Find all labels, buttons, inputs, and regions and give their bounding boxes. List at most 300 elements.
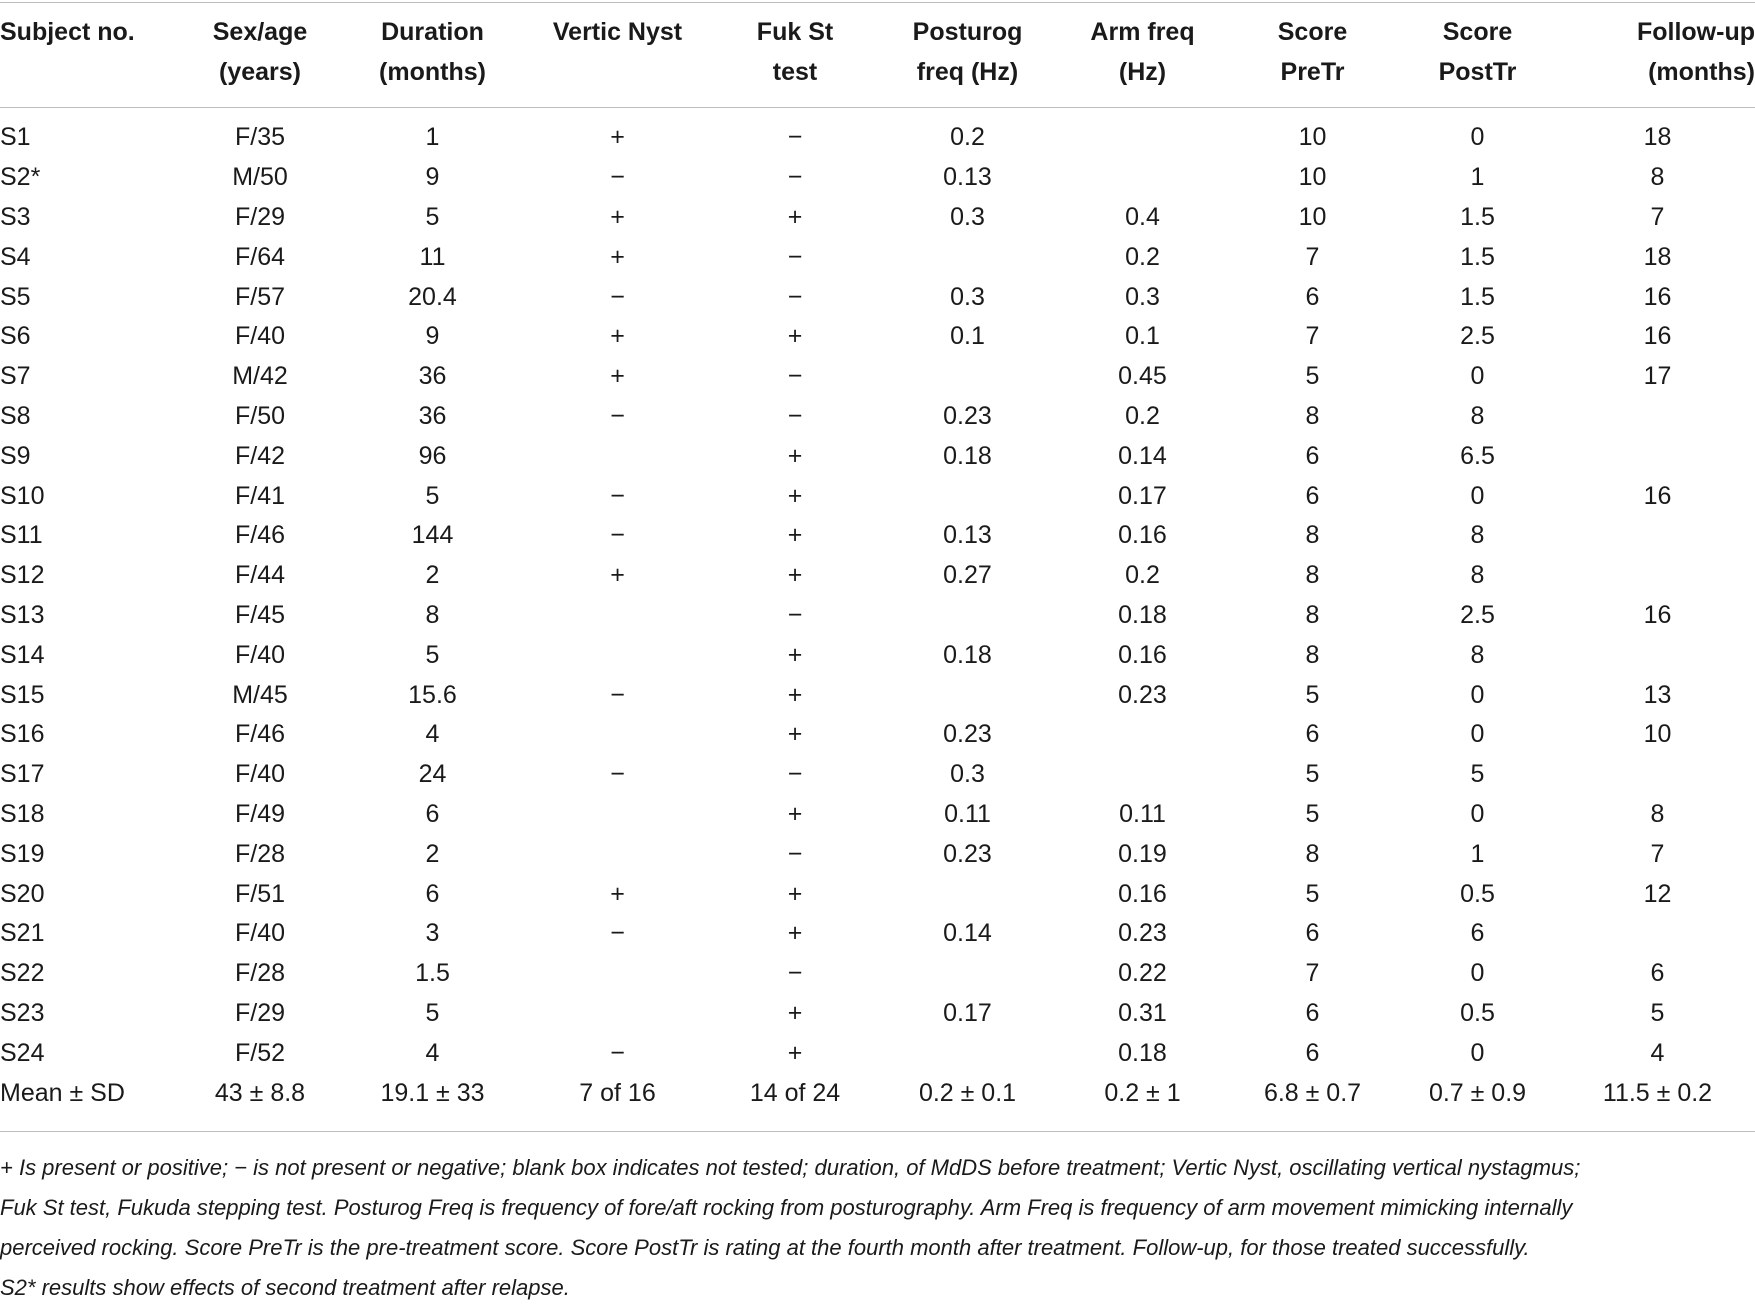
column-header-subject <box>0 0 180 108</box>
cell-fuk-st-test: − <box>787 401 803 430</box>
cell-posturog-freq: 0.14 <box>943 919 992 948</box>
cell-fuk-st-test: − <box>787 362 803 391</box>
cell-duration: 144 <box>411 521 454 550</box>
cell-score-posttr: 0 <box>1470 720 1485 749</box>
cell-score-pretr: 6 <box>1305 481 1320 510</box>
cell-fuk-st-test: + <box>787 481 803 510</box>
cell-sex-age: F/51 <box>234 879 286 908</box>
cell-fuk-st-test: + <box>787 202 803 231</box>
cell-duration: 5 <box>425 640 440 669</box>
cell-posturog-freq <box>880 1033 1055 1073</box>
cell-arm-freq <box>1055 158 1230 198</box>
cell-duration: 4 <box>425 720 440 749</box>
cell-follow-up: 7 <box>1650 202 1665 231</box>
cell-posturog-freq <box>880 596 1055 636</box>
cell-follow-up: 16 <box>1643 481 1672 510</box>
column-header-line: Arm freq <box>1090 18 1195 46</box>
cell-sex-age: F/28 <box>234 839 286 868</box>
cell-posturog-freq: 0.3 <box>950 202 985 231</box>
cell-score-posttr: 8 <box>1470 640 1485 669</box>
cell-duration: 1 <box>425 123 440 152</box>
cell-vertic-nyst: 7 of 16 <box>579 1078 656 1107</box>
cell-duration: 9 <box>425 322 440 351</box>
table-row <box>0 755 1755 795</box>
cell-sex-age: M/50 <box>232 163 288 192</box>
cell-fuk-st-test: + <box>787 680 803 709</box>
cell-score-posttr: 0.5 <box>1460 998 1495 1027</box>
cell-subject: S17 <box>0 760 45 789</box>
cell-vertic-nyst <box>525 436 710 476</box>
cell-arm-freq: 0.4 <box>1125 202 1160 231</box>
cell-subject: S22 <box>0 959 45 988</box>
cell-follow-up <box>1560 397 1755 437</box>
cell-arm-freq: 0.2 ± 1 <box>1104 1078 1181 1107</box>
cell-posturog-freq: 0.27 <box>943 561 992 590</box>
cell-score-pretr: 5 <box>1305 680 1320 709</box>
cell-sex-age: F/64 <box>234 242 286 271</box>
cell-subject: S24 <box>0 1038 45 1067</box>
cell-duration: 11 <box>419 242 446 271</box>
cell-fuk-st-test: − <box>787 600 803 629</box>
cell-score-posttr: 8 <box>1470 521 1485 550</box>
table-row <box>0 1033 1755 1073</box>
cell-arm-freq: 0.2 <box>1125 242 1160 271</box>
cell-duration: 96 <box>418 441 447 470</box>
cell-fuk-st-test: + <box>787 879 803 908</box>
cell-posturog-freq: 0.3 <box>950 760 985 789</box>
cell-score-posttr: 8 <box>1470 561 1485 590</box>
cell-score-pretr: 10 <box>1298 123 1327 152</box>
cell-score-posttr: 0 <box>1470 959 1485 988</box>
cell-score-pretr: 8 <box>1305 839 1320 868</box>
table-row <box>0 994 1755 1034</box>
cell-fuk-st-test: + <box>787 1038 803 1067</box>
column-header-line: test <box>772 58 818 86</box>
header-row <box>0 0 1755 108</box>
cell-follow-up: 16 <box>1643 600 1672 629</box>
cell-sex-age: F/35 <box>234 123 286 152</box>
cell-subject: S11 <box>0 521 43 550</box>
cell-vertic-nyst: − <box>610 919 625 948</box>
column-header-line: PreTr <box>1280 58 1345 86</box>
cell-sex-age: F/40 <box>234 919 286 948</box>
cell-sex-age: F/40 <box>234 322 286 351</box>
cell-subject: S6 <box>0 322 31 351</box>
table-row <box>0 556 1755 596</box>
footnote-line-4: S2* results show effects of second treatment after relapse. <box>0 1275 570 1300</box>
cell-score-posttr: 0.5 <box>1460 879 1495 908</box>
cell-vertic-nyst: − <box>610 1038 625 1067</box>
cell-fuk-st-test: − <box>787 282 803 311</box>
cell-score-posttr: 8 <box>1470 401 1485 430</box>
cell-fuk-st-test: + <box>787 561 803 590</box>
cell-sex-age: F/40 <box>234 640 286 669</box>
cell-subject: S1 <box>0 123 31 152</box>
table-header <box>0 0 1755 108</box>
column-header-line: Score <box>1442 18 1513 46</box>
cell-score-pretr: 6 <box>1305 720 1320 749</box>
cell-vertic-nyst: + <box>610 322 625 351</box>
cell-posturog-freq: 0.3 <box>950 282 985 311</box>
cell-sex-age: F/40 <box>234 760 286 789</box>
column-header-line: (Hz) <box>1118 58 1167 86</box>
cell-subject: S8 <box>0 401 31 430</box>
cell-posturog-freq <box>880 675 1055 715</box>
cell-score-posttr: 5 <box>1470 760 1485 789</box>
cell-score-posttr: 0 <box>1470 362 1485 391</box>
cell-duration: 20.4 <box>408 282 457 311</box>
cell-follow-up: 7 <box>1650 839 1665 868</box>
column-header-line: Score <box>1277 18 1348 46</box>
cell-score-pretr: 5 <box>1305 760 1320 789</box>
cell-vertic-nyst: + <box>610 242 625 271</box>
cell-score-posttr: 1 <box>1470 163 1485 192</box>
table-row <box>0 675 1755 715</box>
footnote-line-3: perceived rocking. Score PreTr is the pre-treatment score. Score PostTr is rating at the fourth month after treatment. Follow-up, for those treated successfully. <box>0 1235 1530 1260</box>
column-header-vertic-nyst <box>525 0 710 108</box>
cell-arm-freq <box>1055 108 1230 158</box>
cell-vertic-nyst: − <box>610 282 625 311</box>
cell-subject: S15 <box>0 680 45 709</box>
cell-duration: 3 <box>425 919 440 948</box>
column-header-line: Subject no. <box>0 18 135 46</box>
cell-score-pretr: 6 <box>1305 441 1320 470</box>
cell-score-posttr: 0 <box>1470 1038 1485 1067</box>
footnote-line-2: Fuk St test, Fukuda stepping test. Posturog Freq is frequency of fore/aft rocking from posturography. Arm Freq is frequency of arm movement mimicking internally <box>0 1195 1573 1220</box>
cell-sex-age: F/41 <box>234 481 286 510</box>
cell-follow-up: 8 <box>1650 163 1665 192</box>
cell-follow-up <box>1560 516 1755 556</box>
cell-duration: 2 <box>425 839 440 868</box>
cell-score-posttr: 1.5 <box>1460 282 1495 311</box>
cell-vertic-nyst <box>525 994 710 1034</box>
cell-duration: 9 <box>425 163 440 192</box>
table-row <box>0 715 1755 755</box>
table-row <box>0 476 1755 516</box>
column-header-line: Fuk St <box>756 18 834 46</box>
cell-sex-age: F/50 <box>234 401 286 430</box>
cell-follow-up: 4 <box>1650 1038 1665 1067</box>
cell-duration: 36 <box>418 362 447 391</box>
summary-row <box>0 1073 1755 1113</box>
cell-sex-age: F/52 <box>234 1038 286 1067</box>
table-row <box>0 834 1755 874</box>
cell-posturog-freq: 0.1 <box>950 322 985 351</box>
cell-sex-age: 43 ± 8.8 <box>214 1078 306 1107</box>
cell-follow-up: 12 <box>1643 879 1672 908</box>
cell-vertic-nyst <box>525 954 710 994</box>
cell-posturog-freq: 0.23 <box>943 401 992 430</box>
cell-score-posttr: 1.5 <box>1460 242 1495 271</box>
cell-vertic-nyst: + <box>610 879 625 908</box>
cell-follow-up: 6 <box>1650 959 1665 988</box>
cell-subject: S21 <box>0 919 45 948</box>
table-row <box>0 436 1755 476</box>
cell-vertic-nyst: + <box>610 123 625 152</box>
cell-arm-freq: 0.16 <box>1118 879 1167 908</box>
cell-subject: Mean ± SD <box>0 1078 125 1107</box>
table-row <box>0 357 1755 397</box>
table-footnote <box>0 1148 1755 1308</box>
cell-score-pretr: 8 <box>1305 561 1320 590</box>
cell-duration: 15.6 <box>408 680 457 709</box>
cell-score-posttr: 6.5 <box>1460 441 1495 470</box>
cell-subject: S18 <box>0 799 45 828</box>
column-header-sex-age <box>180 0 340 108</box>
cell-follow-up: 8 <box>1650 799 1665 828</box>
cell-fuk-st-test: + <box>787 720 803 749</box>
cell-score-pretr: 6 <box>1305 919 1320 948</box>
table-row <box>0 516 1755 556</box>
column-header-score-posttr <box>1395 0 1560 108</box>
cell-score-pretr: 6 <box>1305 1038 1320 1067</box>
cell-sex-age: F/29 <box>234 202 286 231</box>
column-header-line: (months) <box>1648 58 1755 86</box>
cell-arm-freq: 0.2 <box>1125 401 1160 430</box>
column-header-line: Sex/age <box>212 18 308 46</box>
cell-sex-age: F/29 <box>234 998 286 1027</box>
cell-posturog-freq: 0.11 <box>944 799 991 828</box>
cell-subject: S10 <box>0 481 45 510</box>
cell-follow-up: 16 <box>1643 282 1672 311</box>
cell-subject: S16 <box>0 720 45 749</box>
cell-follow-up: 13 <box>1643 680 1672 709</box>
cell-score-posttr: 2.5 <box>1460 322 1495 351</box>
cell-follow-up: 16 <box>1643 322 1672 351</box>
cell-subject: S5 <box>0 282 31 311</box>
cell-arm-freq: 0.1 <box>1125 322 1160 351</box>
cell-vertic-nyst: − <box>610 163 625 192</box>
cell-score-pretr: 10 <box>1298 202 1327 231</box>
footnote-line-1: + Is present or positive; − is not present or negative; blank box indicates not tested; duration, of MdDS before treatment; Vertic Nyst, oscillating vertical nystagmus; <box>0 1155 1581 1180</box>
cell-arm-freq: 0.18 <box>1118 600 1167 629</box>
table-row <box>0 596 1755 636</box>
column-header-line: Vertic Nyst <box>552 18 683 46</box>
cell-score-pretr: 5 <box>1305 799 1320 828</box>
cell-score-pretr: 6 <box>1305 282 1320 311</box>
cell-posturog-freq: 0.2 ± 0.1 <box>918 1078 1017 1107</box>
cell-fuk-st-test: + <box>787 640 803 669</box>
cell-duration: 2 <box>425 561 440 590</box>
cell-score-posttr: 0.7 ± 0.9 <box>1428 1078 1527 1107</box>
cell-fuk-st-test: − <box>787 242 803 271</box>
cell-posturog-freq: 0.17 <box>943 998 992 1027</box>
cell-follow-up: 17 <box>1643 362 1672 391</box>
cell-vertic-nyst <box>525 715 710 755</box>
cell-sex-age: F/46 <box>234 720 286 749</box>
cell-score-pretr: 7 <box>1305 322 1320 351</box>
cell-duration: 5 <box>425 481 440 510</box>
cell-fuk-st-test: + <box>787 998 803 1027</box>
cell-score-pretr: 8 <box>1305 640 1320 669</box>
cell-vertic-nyst <box>525 635 710 675</box>
cell-follow-up <box>1560 914 1755 954</box>
cell-score-posttr: 0 <box>1470 799 1485 828</box>
cell-fuk-st-test: − <box>787 959 803 988</box>
cell-score-pretr: 5 <box>1305 362 1320 391</box>
cell-duration: 5 <box>425 998 440 1027</box>
cell-follow-up <box>1560 635 1755 675</box>
cell-arm-freq: 0.22 <box>1118 959 1167 988</box>
cell-duration: 36 <box>418 401 447 430</box>
cell-arm-freq: 0.16 <box>1118 640 1167 669</box>
table-row <box>0 277 1755 317</box>
cell-subject: S7 <box>0 362 31 391</box>
cell-arm-freq <box>1055 755 1230 795</box>
cell-subject: S14 <box>0 640 45 669</box>
cell-vertic-nyst: − <box>610 680 625 709</box>
cell-posturog-freq: 0.18 <box>943 640 992 669</box>
cell-score-posttr: 0 <box>1470 481 1485 510</box>
table-row <box>0 874 1755 914</box>
cell-arm-freq: 0.17 <box>1118 481 1167 510</box>
cell-score-posttr: 1 <box>1470 839 1485 868</box>
cell-score-pretr: 8 <box>1305 401 1320 430</box>
cell-subject: S3 <box>0 202 31 231</box>
cell-posturog-freq: 0.13 <box>943 163 992 192</box>
cell-fuk-st-test: + <box>787 441 803 470</box>
table-row <box>0 317 1755 357</box>
column-header-line: Duration <box>381 18 484 46</box>
cell-fuk-st-test: 14 of 24 <box>749 1078 841 1107</box>
cell-arm-freq: 0.3 <box>1125 282 1160 311</box>
cell-posturog-freq: 0.2 <box>950 123 985 152</box>
cell-posturog-freq <box>880 954 1055 994</box>
column-header-line: Posturog <box>912 18 1023 46</box>
cell-arm-freq: 0.19 <box>1118 839 1167 868</box>
cell-score-posttr: 0 <box>1470 123 1485 152</box>
cell-vertic-nyst: − <box>610 481 625 510</box>
column-header-arm-freq <box>1055 0 1230 108</box>
cell-vertic-nyst <box>525 596 710 636</box>
cell-score-pretr: 6 <box>1305 998 1320 1027</box>
cell-sex-age: M/42 <box>232 362 288 391</box>
cell-vertic-nyst: + <box>610 362 625 391</box>
cell-arm-freq: 0.45 <box>1118 362 1167 391</box>
cell-fuk-st-test: + <box>787 799 803 828</box>
cell-posturog-freq: 0.23 <box>943 839 992 868</box>
cell-score-posttr: 6 <box>1470 919 1485 948</box>
column-header-line: (years) <box>219 58 301 86</box>
cell-sex-age: M/45 <box>232 680 288 709</box>
table-row <box>0 795 1755 835</box>
cell-follow-up: 10 <box>1643 720 1672 749</box>
cell-sex-age: F/46 <box>234 521 286 550</box>
cell-duration: 4 <box>425 1038 440 1067</box>
cell-score-posttr: 1.5 <box>1460 202 1495 231</box>
cell-arm-freq: 0.23 <box>1118 680 1167 709</box>
cell-posturog-freq: 0.23 <box>943 720 992 749</box>
cell-score-posttr: 0 <box>1470 680 1485 709</box>
cell-follow-up <box>1560 755 1755 795</box>
table-row <box>0 198 1755 238</box>
cell-arm-freq <box>1055 715 1230 755</box>
cell-posturog-freq: 0.18 <box>943 441 992 470</box>
cell-fuk-st-test: + <box>787 322 803 351</box>
cell-arm-freq: 0.16 <box>1118 521 1167 550</box>
cell-sex-age: F/57 <box>234 282 286 311</box>
table-row <box>0 914 1755 954</box>
cell-follow-up <box>1560 436 1755 476</box>
cell-vertic-nyst <box>525 795 710 835</box>
cell-sex-age: F/49 <box>234 799 286 828</box>
cell-fuk-st-test: − <box>787 760 803 789</box>
cell-vertic-nyst: − <box>610 760 625 789</box>
cell-follow-up <box>1560 556 1755 596</box>
column-header-posturog-freq <box>880 0 1055 108</box>
cell-subject: S4 <box>0 242 31 271</box>
cell-fuk-st-test: − <box>787 163 803 192</box>
cell-score-posttr: 2.5 <box>1460 600 1495 629</box>
table-row <box>0 237 1755 277</box>
column-header-line: Follow-up <box>1636 18 1755 46</box>
cell-arm-freq: 0.31 <box>1118 998 1167 1027</box>
cell-score-pretr: 8 <box>1305 521 1320 550</box>
cell-subject: S23 <box>0 998 45 1027</box>
cell-subject: S2* <box>0 163 41 192</box>
cell-vertic-nyst: − <box>610 521 625 550</box>
cell-score-pretr: 5 <box>1305 879 1320 908</box>
cell-arm-freq: 0.11 <box>1119 799 1166 828</box>
cell-vertic-nyst <box>525 834 710 874</box>
cell-sex-age: F/28 <box>234 959 286 988</box>
cell-subject: S13 <box>0 600 45 629</box>
cell-duration: 6 <box>425 799 440 828</box>
cell-score-pretr: 10 <box>1298 163 1327 192</box>
cell-vertic-nyst: + <box>610 561 625 590</box>
column-header-line: (months) <box>379 58 486 86</box>
cell-duration: 19.1 ± 33 <box>380 1078 485 1107</box>
cell-subject: S20 <box>0 879 45 908</box>
cell-posturog-freq <box>880 237 1055 277</box>
cell-duration: 24 <box>418 760 447 789</box>
column-header-line: PostTr <box>1438 58 1517 86</box>
column-header-follow-up <box>1560 0 1755 108</box>
column-header-score-pretr <box>1230 0 1395 108</box>
cell-fuk-st-test: + <box>787 919 803 948</box>
column-header-duration <box>340 0 525 108</box>
table-row <box>0 158 1755 198</box>
cell-posturog-freq <box>880 357 1055 397</box>
cell-duration: 1.5 <box>415 959 450 988</box>
cell-fuk-st-test: + <box>787 521 803 550</box>
cell-score-pretr: 6.8 ± 0.7 <box>1263 1078 1362 1107</box>
table-row <box>0 954 1755 994</box>
table-row <box>0 635 1755 675</box>
cell-subject: S12 <box>0 561 45 590</box>
cell-fuk-st-test: − <box>787 839 803 868</box>
cell-arm-freq: 0.2 <box>1125 561 1160 590</box>
table-row <box>0 397 1755 437</box>
cell-score-pretr: 7 <box>1305 959 1320 988</box>
cell-follow-up: 18 <box>1643 242 1672 271</box>
column-header-fuk-st-test <box>710 0 880 108</box>
cell-subject: S19 <box>0 839 45 868</box>
cell-posturog-freq <box>880 874 1055 914</box>
cell-vertic-nyst: − <box>610 401 625 430</box>
table-row <box>0 108 1755 158</box>
table-bottom-rule <box>0 1131 1755 1132</box>
cell-score-pretr: 8 <box>1305 600 1320 629</box>
cell-arm-freq: 0.14 <box>1118 441 1167 470</box>
cell-duration: 8 <box>425 600 440 629</box>
cell-vertic-nyst: + <box>610 202 625 231</box>
column-header-line: freq (Hz) <box>916 58 1019 86</box>
cell-posturog-freq: 0.13 <box>943 521 992 550</box>
cell-duration: 5 <box>425 202 440 231</box>
table-body <box>0 108 1755 1113</box>
cell-follow-up: 18 <box>1643 123 1672 152</box>
